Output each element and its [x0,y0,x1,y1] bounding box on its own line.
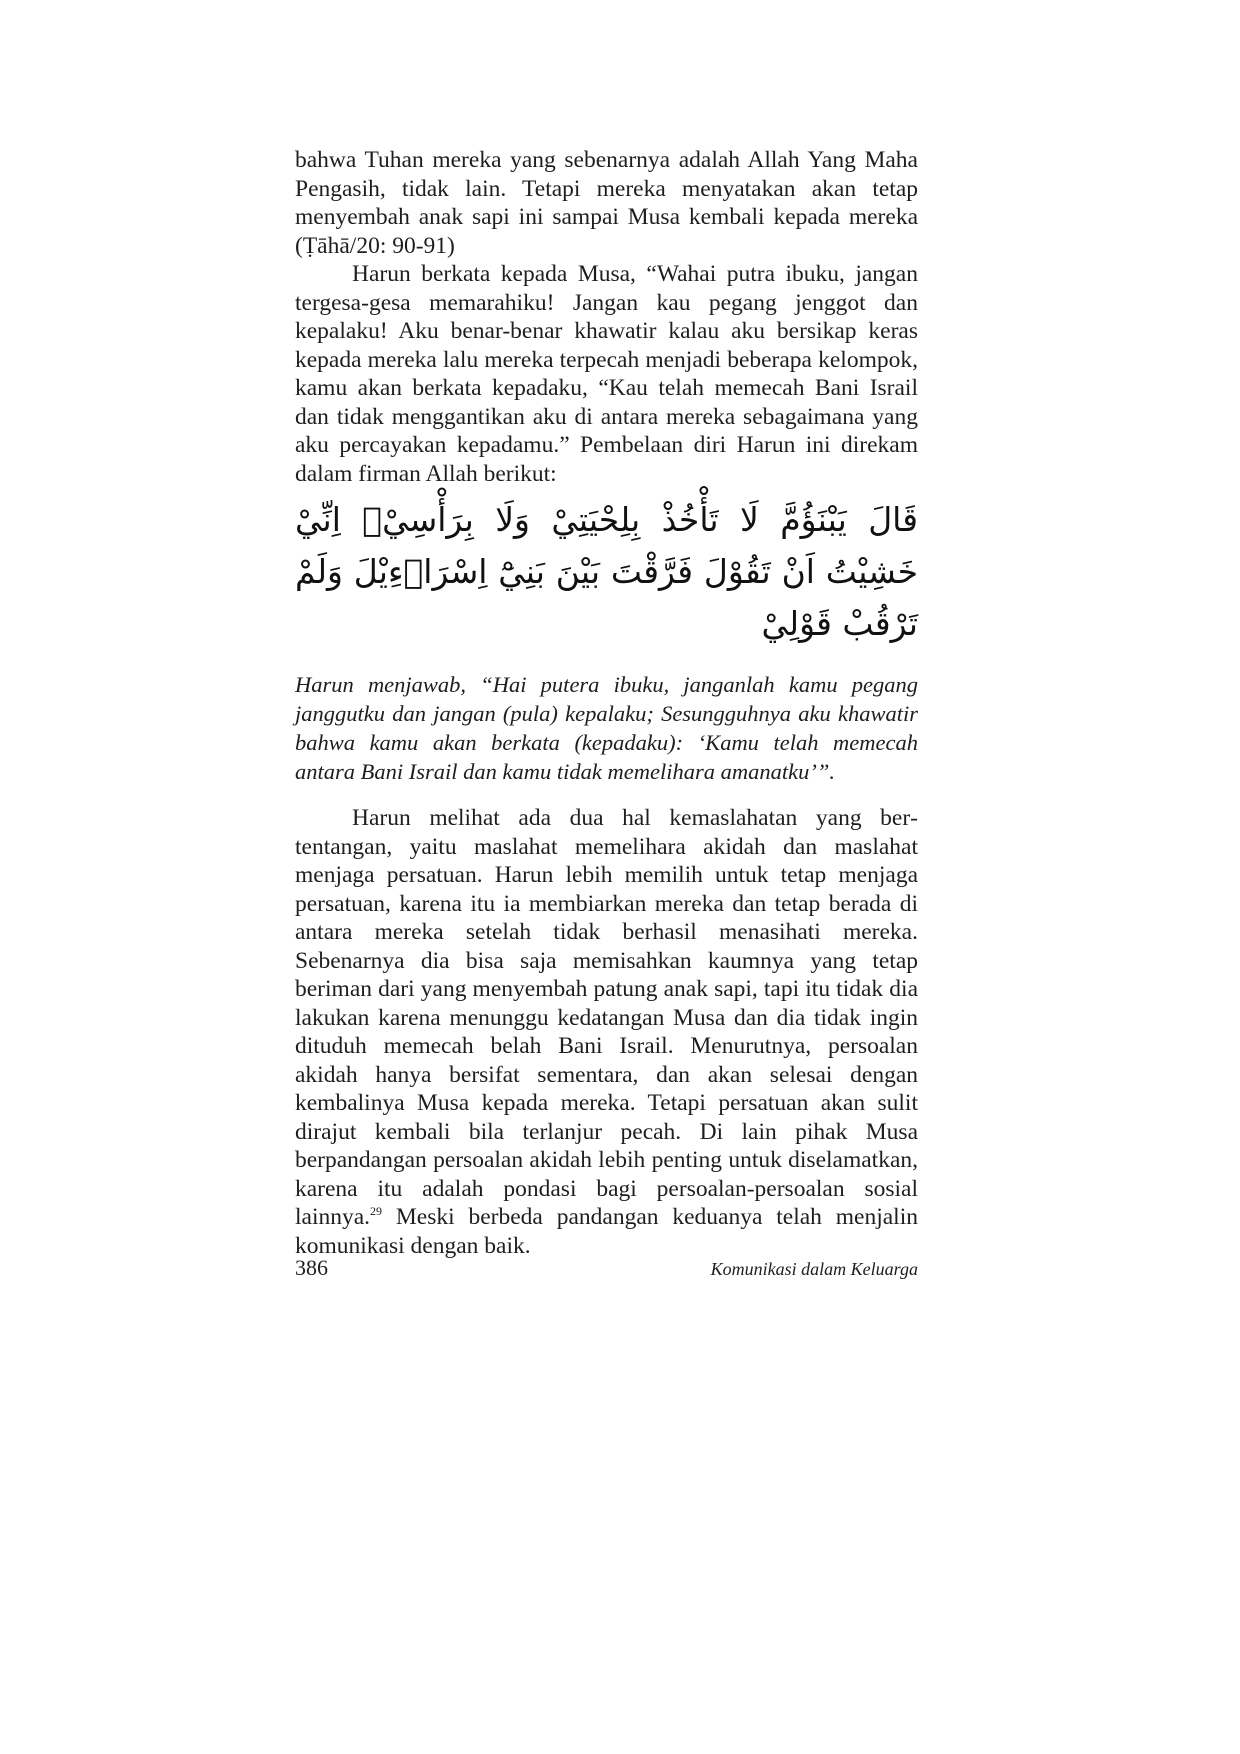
page-number: 386 [295,1255,328,1280]
paragraph-continuation: bahwa Tuhan mereka yang sebenarnya adalah Allah Yang Maha Pengasih, tidak lain. Tetapi mereka menyatakan akan tetap menyembah anak sapi ini sampai Musa kembali kepada mereka (Ṭāhā/20: 90-91) [295,147,918,259]
verse-translation: Harun menjawab, “Hai putera ibuku, janganlah kamu pegang janggutku dan jangan (pula) kepalaku; Sesungguhnya aku khawatir bahwa kamu akan berkata (kepadaku): ‘Kamu telah memecah antara Bani Israil dan kamu tidak memelihara amanatku’”. [295,672,918,784]
footnote-ref[interactable]: 29 [370,1204,383,1219]
paragraph-analysis-text: Harun melihat ada dua hal kemaslahatan yang bertentangan, yaitu maslahat memelihara akidah dan maslahat menjaga persatuan. Harun lebih memilih untuk tetap menjaga persatuan, karena itu ia membiarkan mereka dan tetap berada di antara mereka setelah tidak berhasil menasihati mereka. Sebenarnya dia bisa saja memisahkan kaumnya yang tetap beriman dari yang menyembah patung anak sapi, tapi itu tidak dia lakukan karena menunggu kedatangan Musa dan dia tidak ingin dituduh memecah belah Bani Israil. Menurutnya, persoalan akidah hanya bersifat sementara, dan akan selesai dengan kembalinya Musa kepada mereka. Tetapi persatuan akan sulit dirajut kembali bila terlanjur pecah. Di lain pihak Musa berpandangan persoalan akidah lebih penting untuk diselamatkan, karena itu adalah pondasi bagi persoalan-persoalan sosial lainnya. [295,805,918,1230]
paragraph-analysis-end: Meski berbeda pandangan keduanya telah menjalin komunikasi dengan baik. [295,1204,918,1259]
paragraph-harun-speech: Harun berkata kepada Musa, “Wahai putra ibuku, jangan tergesa-gesa memarahiku! Jangan kau pegang jenggot dan kepalaku! Aku benar-benar khawatir kalau aku bersikap keras kepada mereka lalu mereka terpecah menjadi beberapa kelompok, kamu akan berkata kepadaku, “Kau telah memecah Bani Israil dan tidak menggantikan aku di antara mereka sebagaimana yang aku percayakan kepadamu.” Pembelaan diri Harun ini direkam dalam firman Allah berikut: [295,261,918,487]
paragraph-harun-analysis [295,804,918,1260]
page-footer [295,1254,918,1284]
arabic-verse: قَالَ يَبْنَؤُمَّ لَا تَأْخُذْ بِلِحْيَتِيْ وَلَا بِرَأْسِيْۚ اِنِّيْ خَشِيْتُ اَنْ تَقُوْلَ فَرَّقْتَ بَيْنَ بَنِيْٓ اِسْرَاۤءِيْلَ وَلَمْ تَرْقُبْ قَوْلِيْ [295,500,918,643]
running-title: Komunikasi dalam Keluarga [710,1259,918,1279]
main-text-block [295,146,918,1260]
